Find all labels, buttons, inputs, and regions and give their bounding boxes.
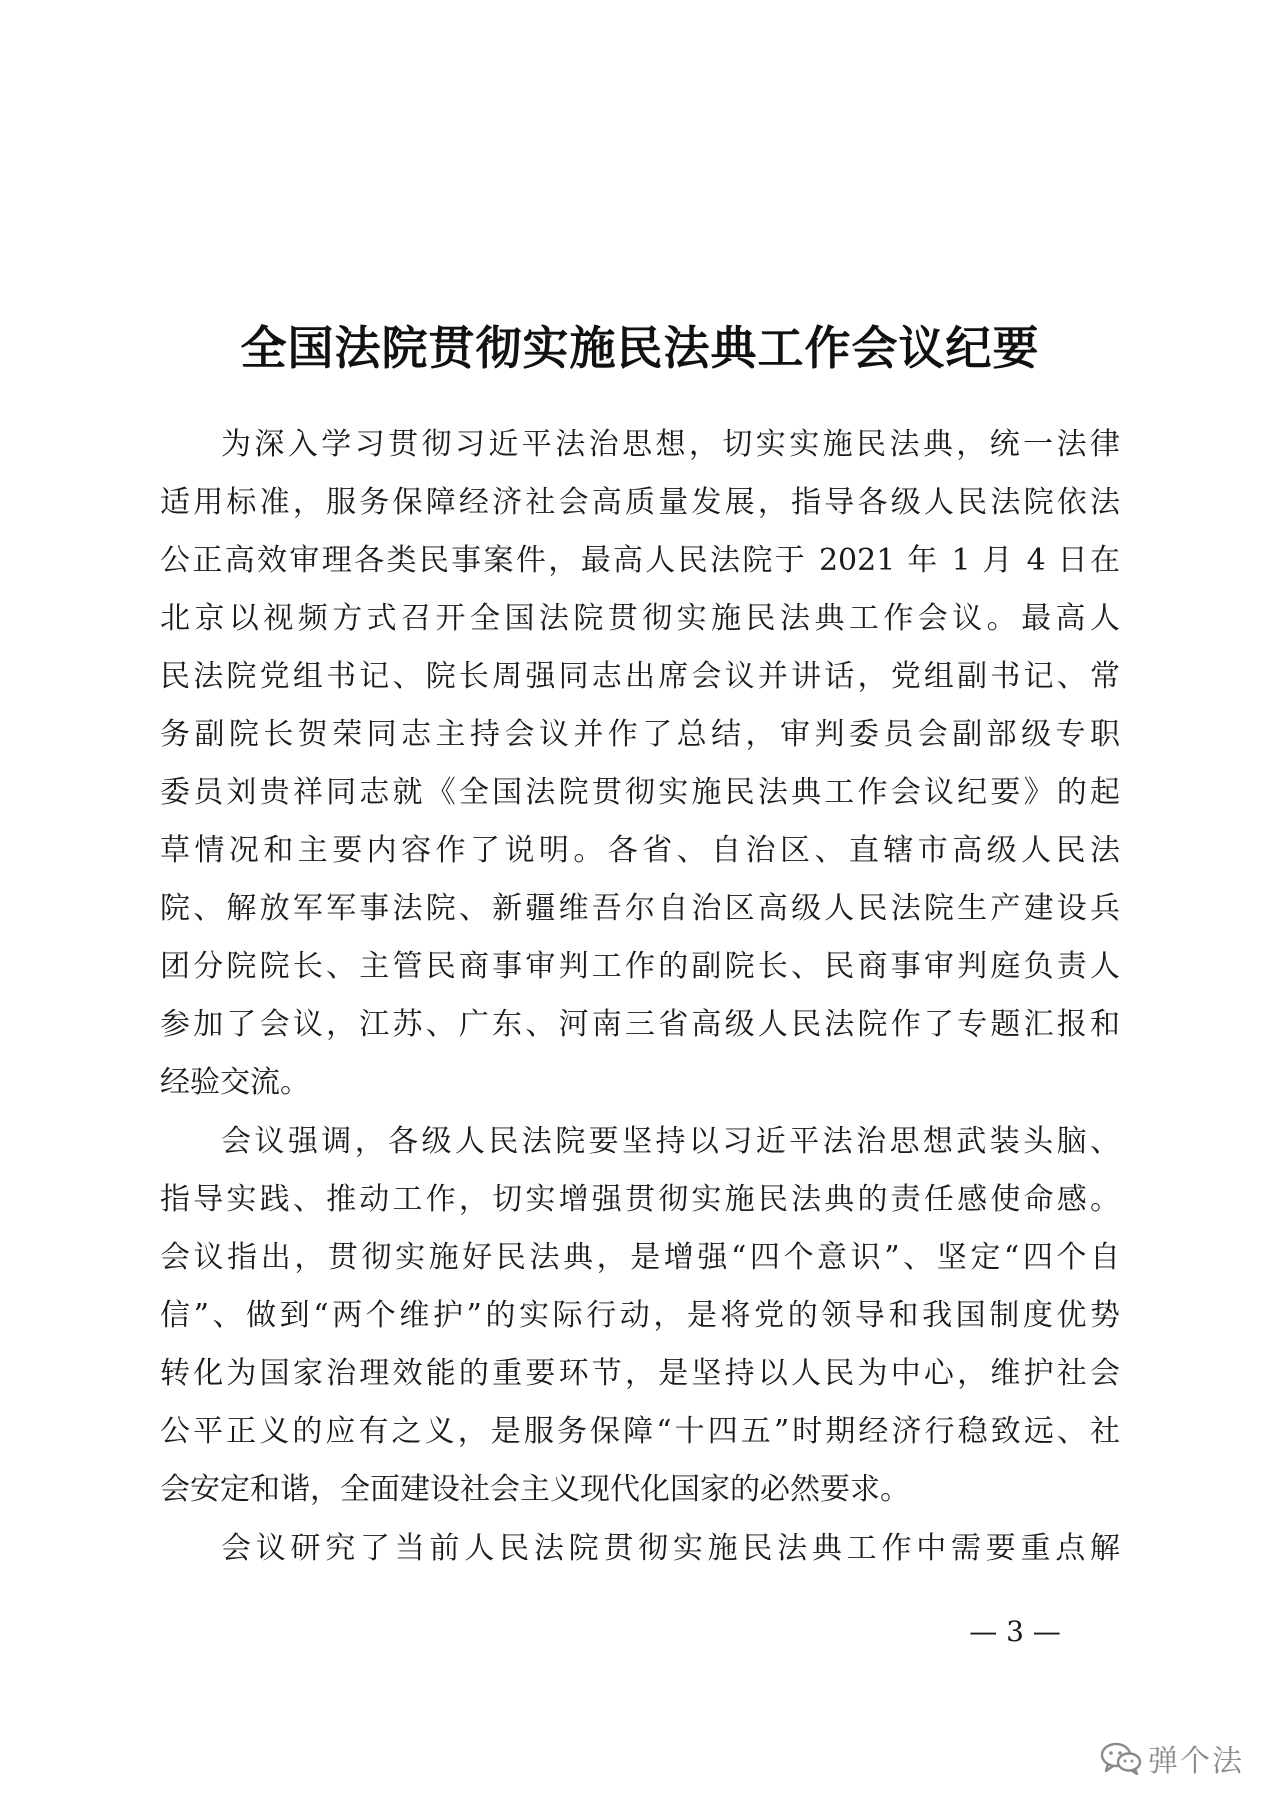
paragraph-line: 转化为国家治理效能的重要环节，是坚持以人民为中心，维护社会 — [160, 1356, 1120, 1391]
paragraph-line: 公正高效审理各类民事案件，最高人民法院于 2021 年 1 月 4 日在 — [160, 543, 1120, 578]
paragraph-line: 指导实践、推动工作，切实增强贯彻实施民法典的责任感使命感。 — [160, 1182, 1120, 1217]
paragraph-line: 参加了会议，江苏、广东、河南三省高级人民法院作了专题汇报和 — [160, 1007, 1120, 1042]
paragraph-line: 民法院党组书记、院长周强同志出席会议并讲话，党组副书记、常 — [160, 659, 1120, 694]
paragraph-line: 适用标准，服务保障经济社会高质量发展，指导各级人民法院依法 — [160, 485, 1120, 520]
paragraph-line: 务副院长贺荣同志主持会议并作了总结，审判委员会副部级专职 — [160, 717, 1120, 752]
paragraph-3 — [160, 1520, 1120, 1578]
paragraph-line: 会安定和谐，全面建设社会主义现代化国家的必然要求。 — [160, 1472, 910, 1507]
paragraph-line: 为深入学习贯彻习近平法治思想，切实实施民法典，统一法律 — [221, 427, 1120, 462]
page-number: — 3 — — [969, 1615, 1061, 1648]
paragraph-2 — [160, 1113, 1120, 1519]
watermark — [1100, 1738, 1270, 1778]
wechat-icon — [1100, 1741, 1142, 1775]
paragraph-line: 团分院院长、主管民商事审判工作的副院长、民商事审判庭负责人 — [160, 949, 1120, 984]
paragraph-line: 经验交流。 — [160, 1065, 310, 1100]
paragraph-line: 委员刘贵祥同志就《全国法院贯彻实施民法典工作会议纪要》的起 — [160, 775, 1120, 810]
watermark-text: 弹个法 — [1148, 1744, 1244, 1779]
paragraph-line: 会议强调，各级人民法院要坚持以习近平法治思想武装头脑、 — [221, 1124, 1120, 1159]
paragraph-line: 北京以视频方式召开全国法院贯彻实施民法典工作会议。最高人 — [160, 601, 1120, 636]
document-title: 全国法院贯彻实施民法典工作会议纪要 — [240, 321, 1040, 375]
paragraph-line: 草情况和主要内容作了说明。各省、自治区、直辖市高级人民法 — [160, 833, 1120, 868]
paragraph-line: 公平正义的应有之义，是服务保障“十四五”时期经济行稳致远、社 — [160, 1414, 1120, 1449]
paragraph-line: 会议指出，贯彻实施好民法典，是增强“四个意识”、坚定“四个自 — [160, 1240, 1120, 1275]
paragraph-1 — [160, 416, 1120, 1112]
paragraph-line: 信”、做到“两个维护”的实际行动，是将党的领导和我国制度优势 — [160, 1298, 1120, 1333]
paragraph-line: 院、解放军军事法院、新疆维吾尔自治区高级人民法院生产建设兵 — [160, 891, 1120, 926]
paragraph-line: 会议研究了当前人民法院贯彻实施民法典工作中需要重点解 — [221, 1531, 1120, 1566]
